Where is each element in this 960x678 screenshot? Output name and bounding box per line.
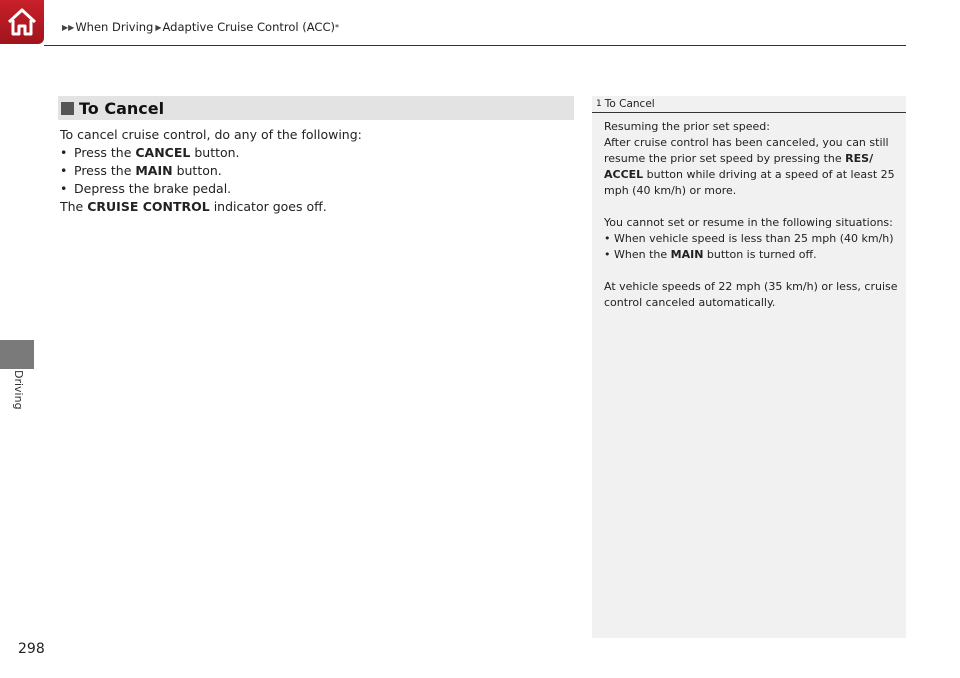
section-body <box>60 126 570 216</box>
chapter-label: Driving <box>12 370 25 410</box>
breadcrumb <box>62 20 339 34</box>
asterisk-mark: * <box>334 22 339 32</box>
list-item: • When the MAIN button is turned off. <box>604 248 817 261</box>
resume-heading: Resuming the prior set speed: <box>604 120 770 133</box>
list-item: • Press the CANCEL button. <box>60 145 240 160</box>
note-sidebar <box>592 96 906 638</box>
bullet-icon: • <box>60 181 68 196</box>
closing-paragraph: At vehicle speeds of 22 mph (35 km/h) or less, cruise control canceled automatically. <box>604 280 898 309</box>
list-item: • Depress the brake pedal. <box>60 181 232 196</box>
outro-text: The CRUISE CONTROL indicator goes off. <box>60 199 327 214</box>
resume-paragraph: After cruise control has been canceled, you can still resume the prior set speed by pressing the RES/ ACCEL button while driving at a speed of at least 25 mph (40 km/h) or more. <box>604 136 895 197</box>
bullet-icon: • <box>60 163 68 178</box>
section-title: To Cancel <box>79 98 165 118</box>
list-item: • When vehicle speed is less than 25 mph (40 km/h) <box>604 232 894 245</box>
intro-text: To cancel cruise control, do any of the following: <box>60 127 362 142</box>
bullet-icon: • <box>604 248 614 261</box>
square-icon <box>61 102 74 115</box>
section-header <box>58 96 574 120</box>
header-rule <box>44 45 906 46</box>
breadcrumb-item-acc[interactable]: Adaptive Cruise Control (ACC) <box>162 20 335 34</box>
page-number: 298 <box>18 641 45 657</box>
situations-intro: You cannot set or resume in the following situations: <box>604 216 893 229</box>
bullet-icon: • <box>60 145 68 160</box>
home-button[interactable] <box>0 0 44 44</box>
list-item: • Press the MAIN button. <box>60 163 222 178</box>
arrow-icon: ▶▶ <box>62 22 75 32</box>
sidebar-header <box>592 96 906 113</box>
breadcrumb-item-when-driving[interactable]: When Driving <box>75 20 154 34</box>
chapter-tab[interactable] <box>0 340 34 369</box>
arrow-icon: ▶ <box>155 22 162 32</box>
bullet-icon: • <box>604 232 614 245</box>
sidebar-title: To Cancel <box>604 98 655 110</box>
sidebar-body <box>592 113 900 311</box>
reference-number: 1 <box>596 99 602 109</box>
home-icon <box>6 7 38 37</box>
